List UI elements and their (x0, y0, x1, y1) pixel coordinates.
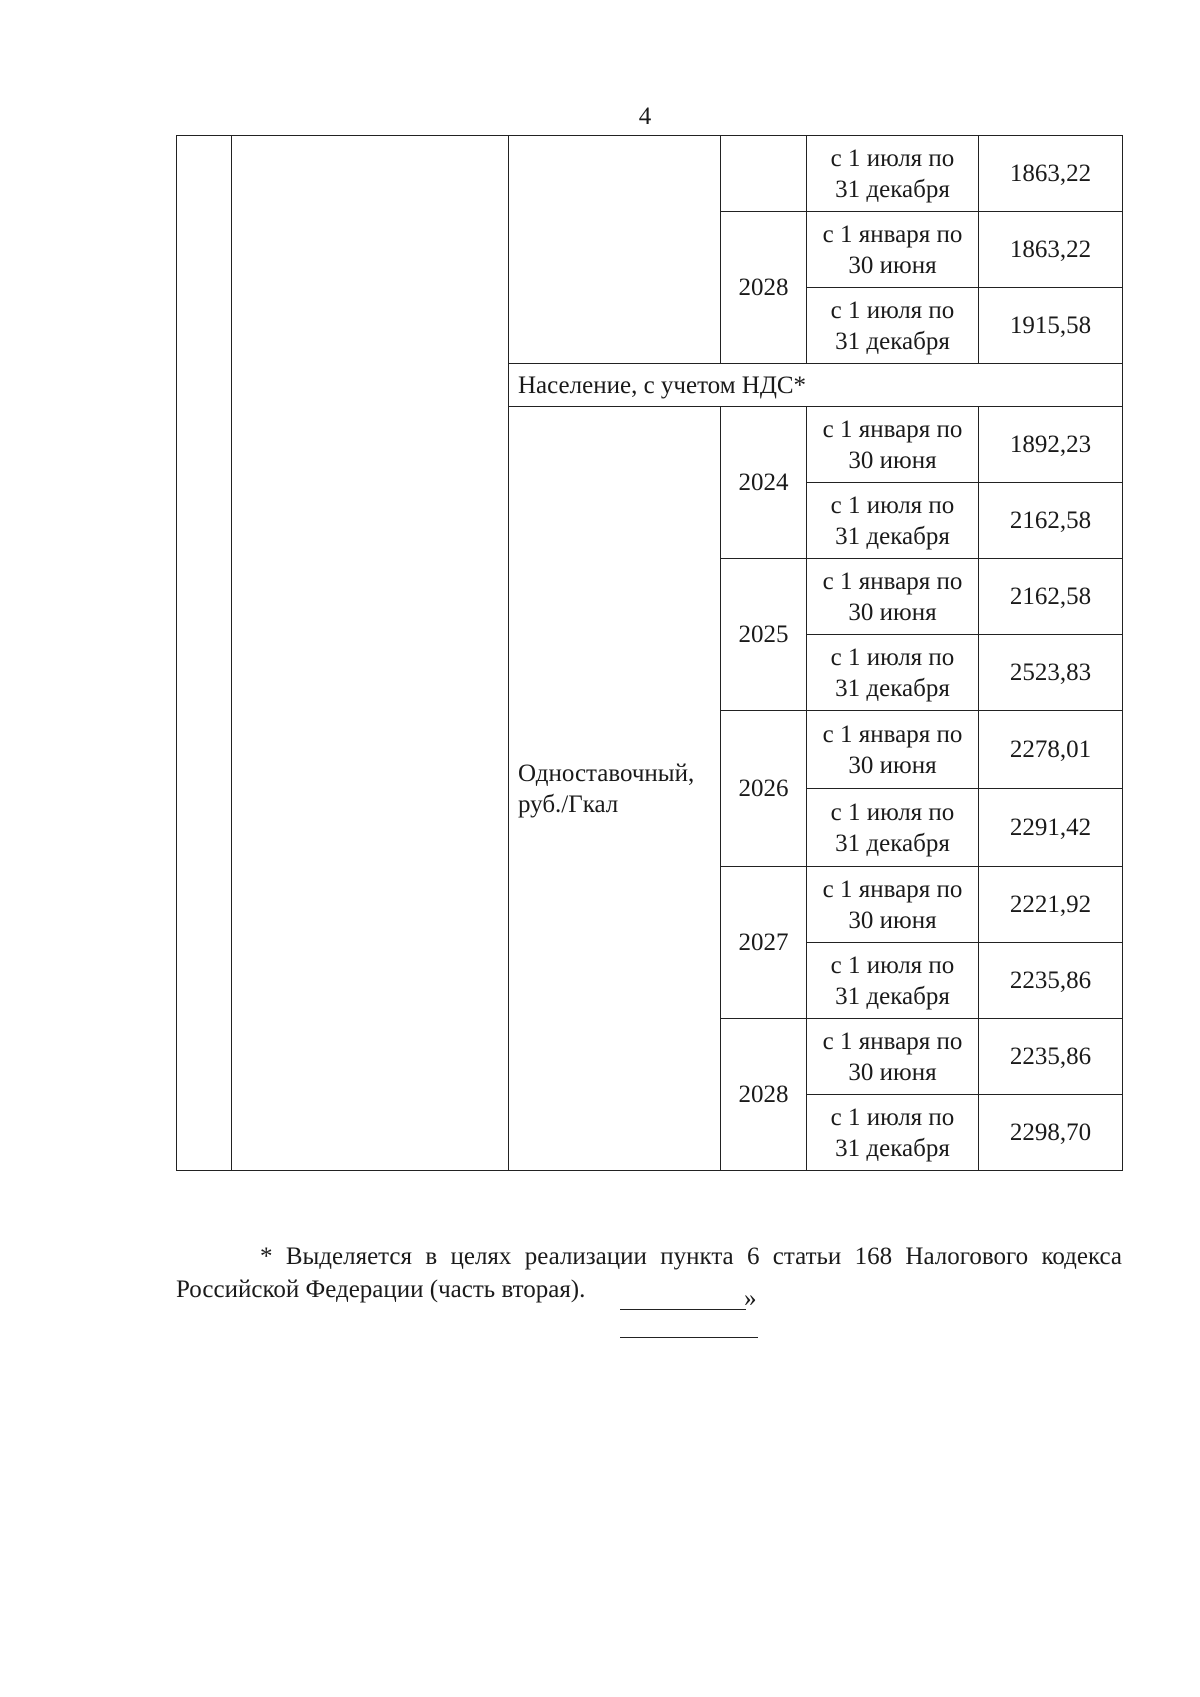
value-cell: 1863,22 (979, 136, 1123, 212)
table-row (177, 136, 1123, 212)
year-cell: 2026 (721, 711, 807, 867)
closing-mark (620, 1285, 760, 1317)
section-header: Население, с учетом НДС* (509, 364, 1123, 407)
period-cell: с 1 января по 30 июня (807, 1019, 979, 1095)
year-cell: 2028 (721, 212, 807, 364)
period-cell: с 1 июля по 31 декабря (807, 943, 979, 1019)
value-cell: 2235,86 (979, 943, 1123, 1019)
value-cell: 2298,70 (979, 1095, 1123, 1171)
year-cell (721, 136, 807, 212)
period-cell: с 1 июля по 31 декабря (807, 288, 979, 364)
year-cell: 2025 (721, 559, 807, 711)
tariff-table (176, 135, 1123, 1171)
value-cell: 2162,58 (979, 559, 1123, 635)
period-cell: с 1 января по 30 июня (807, 711, 979, 789)
closing-quote: » (744, 1285, 757, 1312)
period-cell: с 1 января по 30 июня (807, 212, 979, 288)
period-cell: с 1 января по 30 июня (807, 559, 979, 635)
value-cell: 2162,58 (979, 483, 1123, 559)
value-cell: 2221,92 (979, 867, 1123, 943)
period-cell: с 1 июля по 31 декабря (807, 789, 979, 867)
empty-cell-number (177, 136, 232, 1171)
period-cell: с 1 июля по 31 декабря (807, 136, 979, 212)
value-cell: 2523,83 (979, 635, 1123, 711)
year-cell: 2028 (721, 1019, 807, 1171)
value-cell: 2291,42 (979, 789, 1123, 867)
value-cell: 1892,23 (979, 407, 1123, 483)
value-cell: 1915,58 (979, 288, 1123, 364)
page-number: 4 (638, 103, 652, 130)
empty-cell-name (232, 136, 509, 1171)
year-cell: 2024 (721, 407, 807, 559)
period-cell: с 1 июля по 31 декабря (807, 1095, 979, 1171)
end-divider (620, 1337, 758, 1338)
footnote: * Выделяется в целях реализации пункта 6 статьи 168 Налогового кодекса Российской Федерации (часть вторая). (176, 1243, 1122, 1303)
period-cell: с 1 июля по 31 декабря (807, 483, 979, 559)
value-cell: 1863,22 (979, 212, 1123, 288)
tariff-type-cell: Одноставочный, руб./Гкал (509, 407, 721, 1171)
period-cell: с 1 июля по 31 декабря (807, 635, 979, 711)
period-cell: с 1 января по 30 июня (807, 867, 979, 943)
period-cell: с 1 января по 30 июня (807, 407, 979, 483)
value-cell: 2278,01 (979, 711, 1123, 789)
empty-cell-type (509, 136, 721, 364)
value-cell: 2235,86 (979, 1019, 1123, 1095)
year-cell: 2027 (721, 867, 807, 1019)
closing-underline (620, 1309, 746, 1310)
